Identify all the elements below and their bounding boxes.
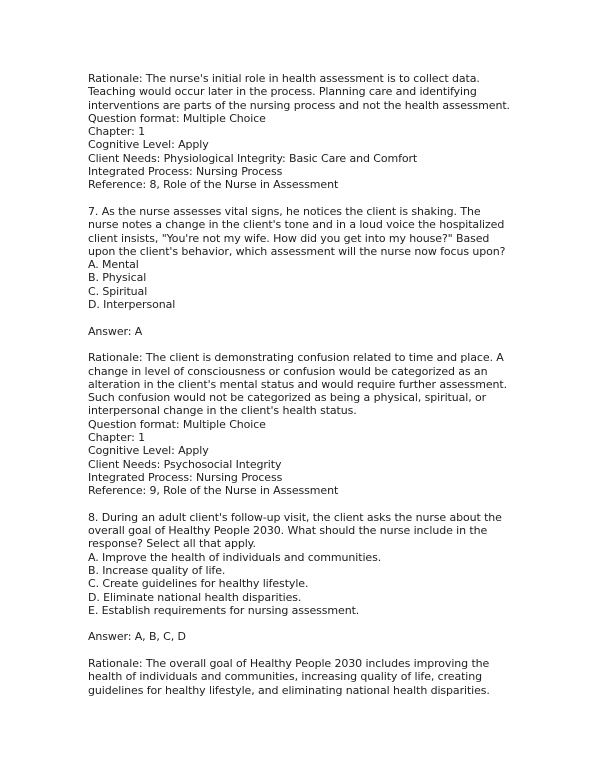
- text-line: alteration in the client's mental status and would require further assessment.: [88, 377, 507, 391]
- text-line: B. Physical: [88, 271, 147, 285]
- text-line: Integrated Process: Nursing Process: [88, 470, 283, 484]
- document-content: [88, 72, 550, 710]
- text-line: interventions are parts of the nursing process and not the health assessment.: [88, 98, 510, 112]
- question-8-stem-and-options: [88, 511, 550, 617]
- question-8-rationale: [88, 657, 550, 697]
- text-line: Rationale: The nurse's initial role in health assessment is to collect data.: [88, 72, 480, 85]
- text-line: B. Increase quality of life.: [88, 563, 226, 577]
- text-line: guidelines for healthy lifestyle, and eliminating national health disparities.: [88, 683, 490, 697]
- text-line: response? Select all that apply.: [88, 537, 256, 551]
- text-line: A. Improve the health of individuals and communities.: [88, 550, 382, 564]
- text-line: Answer: A: [88, 324, 143, 338]
- text-line: A. Mental: [88, 258, 139, 272]
- text-line: Cognitive Level: Apply: [88, 444, 209, 458]
- question-6-rationale-and-metadata: [88, 72, 550, 192]
- text-line: Reference: 8, Role of the Nurse in Assessment: [88, 178, 339, 192]
- text-line: nurse notes a change in the client's tone and in a loud voice the hospitalized: [88, 218, 505, 232]
- text-line: 8. During an adult client's follow-up visit, the client asks the nurse about the: [88, 510, 502, 524]
- text-line: interpersonal change in the client's health status.: [88, 404, 357, 418]
- text-line: Cognitive Level: Apply: [88, 138, 209, 152]
- question-7-stem-and-options: [88, 205, 550, 311]
- text-line: C. Spiritual: [88, 284, 148, 298]
- text-line: E. Establish requirements for nursing assessment.: [88, 603, 360, 617]
- text-line: Client Needs: Psychosocial Integrity: [88, 457, 282, 471]
- question-8-answer: [88, 630, 550, 643]
- text-line: D. Eliminate national health disparities.: [88, 590, 302, 604]
- text-line: Rationale: The client is demonstrating confusion related to time and place. A: [88, 351, 504, 365]
- text-line: change in level of consciousness or confusion would be categorized as an: [88, 364, 488, 378]
- question-7-rationale-and-metadata: [88, 351, 550, 497]
- text-line: Client Needs: Physiological Integrity: Basic Care and Comfort: [88, 151, 418, 165]
- text-line: Integrated Process: Nursing Process: [88, 165, 283, 179]
- text-line: Question format: Multiple Choice: [88, 417, 266, 431]
- text-line: upon the client's behavior, which assessment will the nurse now focus upon?: [88, 244, 506, 258]
- text-line: Chapter: 1: [88, 431, 145, 445]
- text-line: Teaching would occur later in the process. Planning care and identifying: [88, 85, 477, 99]
- text-line: client insists, "You're not my wife. How did you get into my house?" Based: [88, 231, 490, 245]
- text-line: Question format: Multiple Choice: [88, 111, 266, 125]
- text-line: overall goal of Healthy People 2030. What should the nurse include in the: [88, 524, 488, 538]
- question-7-answer: [88, 325, 550, 338]
- text-line: D. Interpersonal: [88, 298, 176, 312]
- text-line: Reference: 9, Role of the Nurse in Assessment: [88, 484, 339, 498]
- text-line: C. Create guidelines for healthy lifestyle.: [88, 577, 309, 591]
- text-line: Chapter: 1: [88, 125, 145, 139]
- text-line: Such confusion would not be categorized as being a physical, spiritual, or: [88, 391, 487, 405]
- text-line: Answer: A, B, C, D: [88, 630, 186, 644]
- text-line: 7. As the nurse assesses vital signs, he notices the client is shaking. The: [88, 204, 481, 218]
- text-line: Rationale: The overall goal of Healthy People 2030 includes improving the: [88, 657, 490, 671]
- text-line: health of individuals and communities, increasing quality of life, creating: [88, 670, 483, 684]
